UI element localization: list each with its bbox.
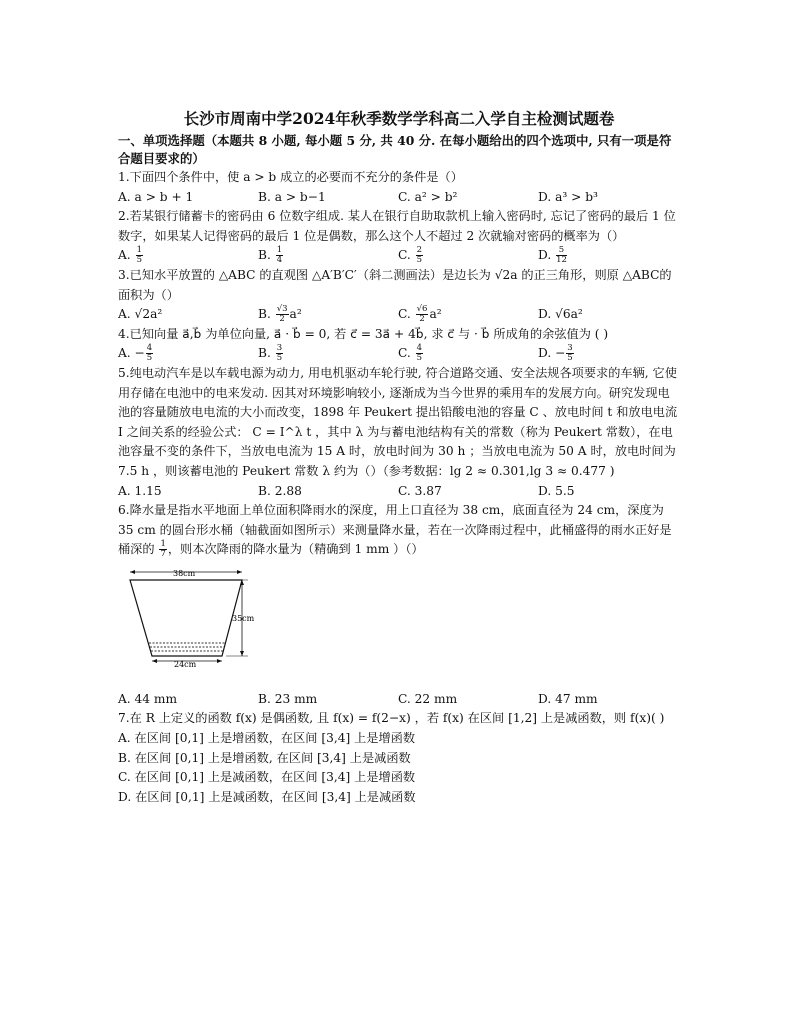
top-arrow-right	[237, 570, 242, 574]
q2-a-fraction: $\frac{1}{5}$	[136, 245, 142, 266]
q4-option-b: B. $\frac{3}{5}$	[258, 343, 283, 364]
section-heading: 一、单项选择题（本题共 8 小题, 每小题 5 分, 共 40 分. 在每小题给出的四个选项中, 只有一项是符合题目要求的）	[118, 133, 672, 166]
q2-c-fraction: $\frac{2}{5}$	[416, 245, 423, 266]
bucket-cross-section	[118, 564, 318, 688]
q4-c-fraction: $\frac{4}{5}$	[416, 343, 423, 364]
q5-option-a: A. 1.15	[118, 483, 162, 498]
bucket-figure	[118, 564, 318, 688]
q6-option-d: D. 47 mm	[538, 691, 598, 706]
q1-option-b: B. a > b−1	[258, 189, 326, 204]
q4-option-d: D. − $\frac{3}{5}$	[538, 343, 573, 364]
q3-option-b: B. $\frac{√3}{2}$ a²	[258, 304, 302, 325]
q3-c-fraction: $\frac{√6}{2}$	[416, 304, 428, 325]
q2-b-fraction: $\frac{1}{4}$	[276, 245, 283, 266]
q2-option-b: B. $\frac{1}{4}$	[258, 245, 283, 266]
q2-option-d: D. $\frac{5}{12}$	[538, 245, 567, 266]
q1-option-c: C. a² > b²	[398, 189, 458, 204]
q4-option-a: A. − $\frac{4}{5}$	[118, 343, 153, 364]
q4-a-fraction: $\frac{4}{5}$	[146, 343, 153, 364]
q4-d-fraction: $\frac{3}{5}$	[567, 343, 573, 364]
q7-option-d: D. 在区间 [0,1] 上是减函数，在区间 [3,4] 上是减函数	[118, 789, 416, 804]
question-7-stem: 7.在 R 上定义的函数 f(x) 是偶函数, 且 f(x) = f(2−x) ，若 f(x) 在区间 [1,2] 上是减函数，则 f(x)( )	[118, 711, 665, 726]
question-4-stem: 4.已知向量 a⃗,b⃗ 为单位向量, a⃗ · b⃗ = 0, 若 c⃗ = 3a⃗ + 4b⃗, 求 c⃗ 与 · b⃗ 所成角的余弦值为 ( )	[118, 326, 609, 341]
question-2-options	[118, 246, 658, 266]
q7-option-b: B. 在区间 [0,1] 上是增函数, 在区间 [3,4] 上是减函数	[118, 750, 411, 765]
q6-option-b: B. 23 mm	[258, 691, 318, 706]
q6-option-c: C. 22 mm	[398, 691, 458, 706]
question-4-options	[118, 344, 658, 364]
q6-option-a: A. 44 mm	[118, 691, 178, 706]
q3-b-fraction: $\frac{√3}{2}$	[276, 304, 288, 325]
question-6-stem: 6.降水量是指水平地面上单位面积降雨水的深度，用上口直径为 38 cm，底面直径为 24 cm，深度为 35 cm 的圆台形水桶（轴截面如图所示）来测量降水量，若在一次降雨过程中，此桶盛得的雨水正好是桶深的 $\frac{1}{7}$ ，则本次降雨的降水量为（精确到 1 mm ）（）	[118, 503, 672, 560]
exam-page	[118, 108, 678, 807]
question-3-options	[118, 305, 658, 325]
top-arrow-left	[130, 570, 135, 574]
q2-d-fraction: $\frac{5}{12}$	[556, 245, 567, 266]
question-5-options	[118, 482, 658, 502]
question-1-options	[118, 188, 658, 208]
q5-option-d: D. 5.5	[538, 483, 575, 498]
depth-arrow-top	[240, 580, 244, 585]
question-6-options	[118, 690, 658, 710]
q3-option-d: D. √6a²	[538, 307, 583, 322]
fig-side-label: 35cm	[232, 613, 255, 623]
exam-title: 长沙市周南中学2024年秋季数学学科高二入学自主检测试题卷	[183, 109, 615, 128]
fig-top-label: 38cm	[173, 568, 196, 578]
q1-option-d: D. a³ > b³	[538, 189, 598, 204]
q5-option-b: B. 2.88	[258, 483, 302, 498]
question-2-stem: 2.若某银行储蓄卡的密码由 6 位数字组成. 某人在银行自助取款机上输入密码时, 忘记了密码的最后 1 位数字，如果某人记得密码的最后 1 位是偶数，那么这个人不超过 2 次就输对密码的概率为（）	[118, 209, 676, 243]
q6-fraction: $\frac{1}{7}$	[160, 539, 166, 560]
q3-option-a: A. √2a²	[118, 307, 163, 322]
bottom-arrow-left	[152, 659, 157, 663]
question-5-stem: 5.纯电动汽车是以车载电源为动力, 用电机驱动车轮行驶, 符合道路交通、安全法规各项要求的车辆, 它使用存储在电池中的电来发动. 因其对环境影响较小, 逐渐成为当今世界的乘用车的发展方向。研究发现电池的容量随放电电流的大小而改变，1898 年 Peukert 提出铅酸电池的容量 C 、放电时间 t 和放电电流 I 之间关系的经验公式： C = I^λ t ，其中 λ 为与蓄电池结构有关的常数（称为 Peukert 常数），在电池容量不变的条件下，当放电电流为 15 A 时，放电时间为 30 h ；当放电电流为 50 A 时，放电时间为 7.5 h ，则该蓄电池的 Peukert 常数 λ 约为（）（参考数据：lg 2 ≈ 0.301,lg 3 ≈ 0.477 )	[118, 365, 678, 478]
depth-arrow-bottom	[240, 651, 244, 656]
q7-option-c: C. 在区间 [0,1] 上是减函数，在区间 [3,4] 上是增函数	[118, 770, 416, 785]
q4-option-c: C. $\frac{4}{5}$	[398, 343, 423, 364]
q4-b-fraction: $\frac{3}{5}$	[276, 343, 283, 364]
q5-option-c: C. 3.87	[398, 483, 442, 498]
question-1-stem: 1.下面四个条件中，使 a > b 成立的必要而不充分的条件是（）	[118, 170, 463, 184]
fig-bottom-label: 24cm	[174, 659, 197, 669]
q2-option-c: C. $\frac{2}{5}$	[398, 245, 423, 266]
q7-option-a: A. 在区间 [0,1] 上是增函数，在区间 [3,4] 上是增函数	[118, 731, 416, 746]
q3-option-c: C. $\frac{√6}{2}$ a²	[398, 304, 442, 325]
bucket-outline	[130, 580, 242, 656]
bottom-arrow-right	[217, 659, 222, 663]
question-3-stem: 3.已知水平放置的 △ABC 的直观图 △A′B′C′（斜二测画法）是边长为 √2a 的正三角形，则原 △ABC的面积为（）	[118, 267, 672, 302]
q2-option-a: A. $\frac{1}{5}$	[118, 245, 142, 266]
q1-option-a: A. a > b + 1	[118, 189, 194, 204]
